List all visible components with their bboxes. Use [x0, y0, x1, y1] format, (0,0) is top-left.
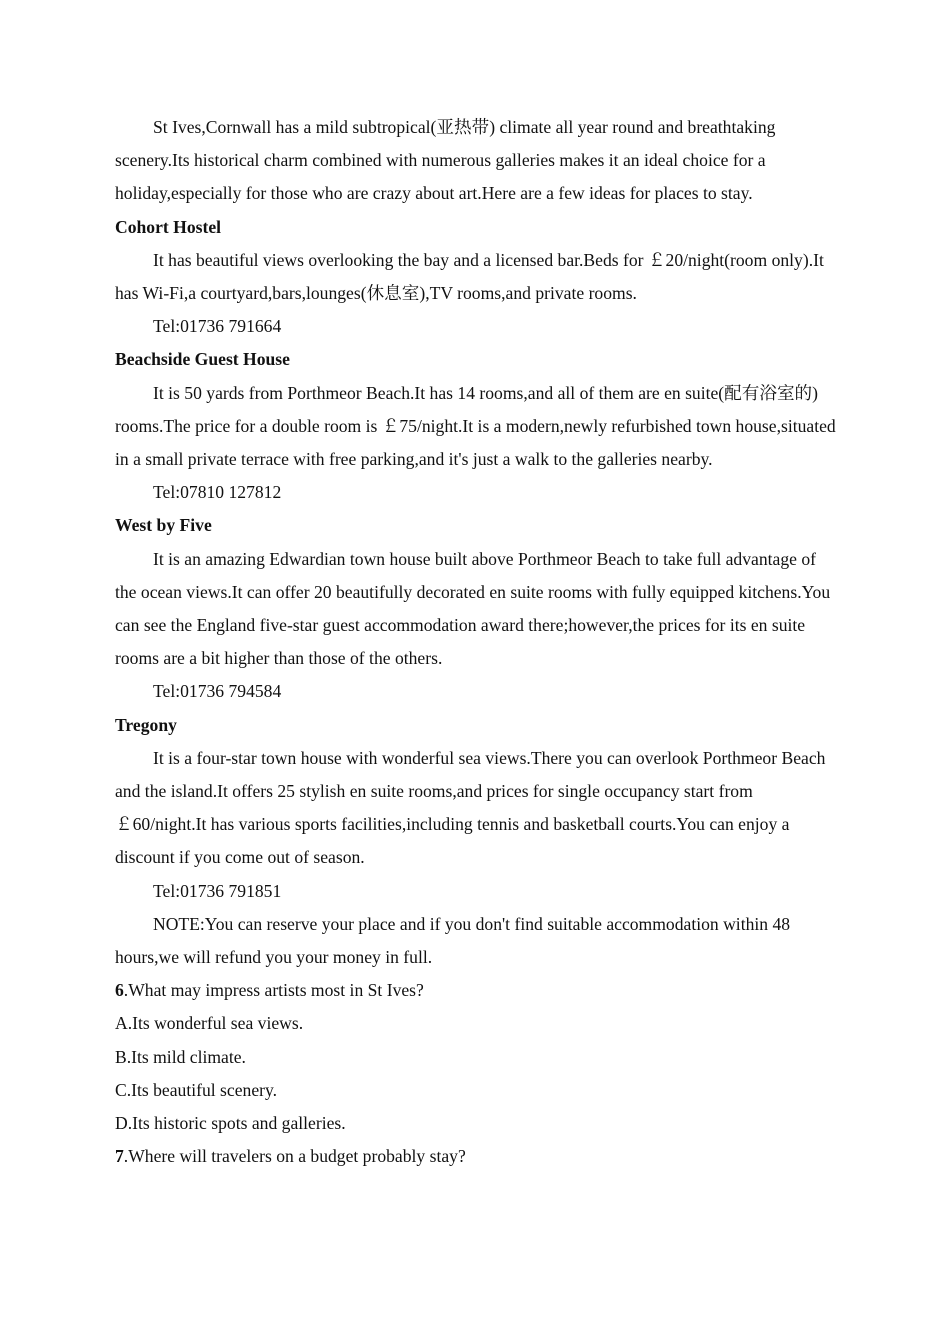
question-6-option-a: A.Its wonderful sea views. — [115, 1013, 304, 1034]
place-description-west-by-five: It is an amazing Edwardian town house built above Porthmeor Beach to take full advantage of the ocean views.It can offer 20 beautifully decorated en suite rooms with fully equipped kitchens.You can see the England five-star guest accommodation award there;however,the prices for its en suite rooms are a bit higher than those of the others. — [115, 548, 831, 669]
place-heading-beachside-guest-house: Beachside Guest House — [115, 349, 290, 370]
place-heading-tregony: Tregony — [115, 714, 177, 735]
place-tel-cohort-hostel: Tel:01736 791664 — [153, 316, 282, 337]
document-page — [115, 111, 839, 1174]
question-number: 6 — [115, 980, 124, 1001]
question-number: 7 — [115, 1146, 124, 1167]
question-6 — [115, 974, 839, 1007]
question-6-option-b: B.Its mild climate. — [115, 1046, 246, 1067]
question-text: .Where will travelers on a budget probably stay? — [123, 1146, 466, 1167]
place-heading-west-by-five: West by Five — [115, 515, 212, 536]
place-tel-west-by-five: Tel:01736 794584 — [153, 681, 282, 702]
note-paragraph: NOTE:You can reserve your place and if you don't find suitable accommodation within 48 hours,we will refund you your money in full. — [115, 913, 791, 968]
question-7 — [115, 1140, 839, 1173]
place-tel-tregony: Tel:01736 791851 — [153, 880, 282, 901]
intro-paragraph: St Ives,Cornwall has a mild subtropical(亚热带) climate all year round and breathtaking scenery.Its historical charm combined with numerous galleries makes it an ideal choice for a holiday,especially for those who are crazy about art.Here are a few ideas for places to stay. — [115, 117, 776, 204]
place-tel-beachside-guest-house: Tel:07810 127812 — [153, 482, 282, 503]
question-text: .What may impress artists most in St Ives? — [123, 980, 424, 1001]
place-description-cohort-hostel: It has beautiful views overlooking the bay and a licensed bar.Beds for ￡20/night(room only).It has Wi-Fi,a courtyard,bars,lounges(休息室),TV rooms,and private rooms. — [115, 249, 824, 304]
place-heading-cohort-hostel: Cohort Hostel — [115, 216, 222, 237]
question-6-option-d: D.Its historic spots and galleries. — [115, 1113, 346, 1134]
place-description-beachside-guest-house: It is 50 yards from Porthmeor Beach.It has 14 rooms,and all of them are en suite(配有浴室的) rooms.The price for a double room is ￡75/night.It is a modern,newly refurbished town house,situated in a small private terrace with free parking,and it's just a walk to the galleries nearby. — [115, 382, 836, 470]
place-description-tregony: It is a four-star town house with wonderful sea views.There you can overlook Porthmeor Beach and the island.It offers 25 stylish en suite rooms,and prices for single occupancy start from ￡60/night.It has various sports facilities,including tennis and basketball courts.You can enjoy a discount if you come out of season. — [115, 747, 826, 868]
question-6-option-c: C.Its beautiful scenery. — [115, 1079, 278, 1100]
